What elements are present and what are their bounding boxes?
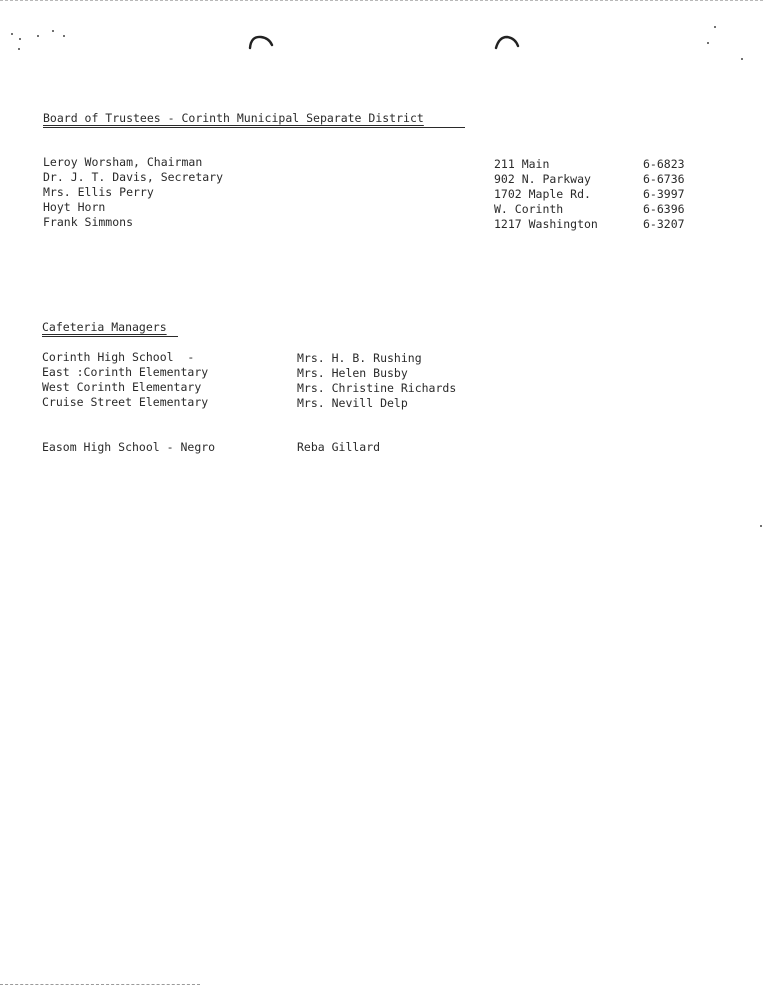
binder-hole-mark-right	[494, 34, 520, 50]
board-names-column	[43, 155, 223, 230]
board-member-phone: 6-6823	[643, 157, 685, 171]
board-member-address: 1702 Maple Rd.	[494, 187, 591, 201]
board-member-address: W. Corinth	[494, 202, 564, 216]
scan-speck	[760, 525, 762, 527]
board-member-address: 902 N. Parkway	[494, 172, 591, 186]
board-member-phone: 6-6736	[643, 172, 685, 186]
scan-speck	[52, 30, 54, 32]
board-member-name: Dr. J. T. Davis, Secretary	[43, 170, 224, 184]
board-member-phone: 6-6396	[643, 202, 685, 216]
scan-border-top	[0, 0, 763, 1]
board-member-name: Leroy Worsham, Chairman	[43, 155, 203, 169]
board-member-name: Frank Simmons	[43, 215, 134, 229]
board-phones-column	[643, 157, 685, 232]
cafeteria-school: Cruise Street Elementary	[42, 395, 209, 409]
board-heading-rule	[43, 127, 465, 128]
scan-speck	[19, 38, 21, 40]
board-member-name: Hoyt Horn	[43, 200, 106, 214]
cafeteria-school: Corinth High School -	[42, 350, 195, 364]
board-addresses-column	[494, 157, 598, 232]
scan-border-bottom	[0, 984, 200, 985]
cafeteria-school: East :Corinth Elementary	[42, 365, 209, 379]
cafeteria-heading-rule	[42, 336, 178, 337]
scan-speck	[707, 42, 709, 44]
cafeteria-schools-column	[42, 350, 208, 410]
scan-speck	[63, 35, 65, 37]
binder-hole-mark-left	[248, 34, 274, 50]
scan-speck	[37, 35, 39, 37]
cafeteria-extra-manager: Reba Gillard	[297, 440, 381, 454]
cafeteria-manager: Mrs. Christine Richards	[297, 381, 457, 395]
cafeteria-manager: Mrs. Nevill Delp	[297, 396, 408, 410]
board-member-phone: 6-3207	[643, 217, 685, 231]
scan-speck	[18, 48, 20, 50]
cafeteria-managers-column	[297, 351, 456, 411]
scan-speck	[11, 33, 13, 35]
board-member-phone: 6-3997	[643, 187, 685, 201]
scan-speck	[714, 26, 716, 28]
cafeteria-extra-school: Easom High School - Negro	[42, 440, 216, 454]
scan-speck	[741, 58, 743, 60]
cafeteria-manager: Mrs. H. B. Rushing	[297, 351, 422, 365]
cafeteria-heading: Cafeteria Managers	[42, 320, 167, 334]
board-member-address: 1217 Washington	[494, 217, 598, 231]
cafeteria-manager: Mrs. Helen Busby	[297, 366, 408, 380]
board-heading: Board of Trustees - Corinth Municipal Separate District	[43, 111, 424, 125]
board-member-address: 211 Main	[494, 157, 550, 171]
cafeteria-school: West Corinth Elementary	[42, 380, 202, 394]
board-member-name: Mrs. Ellis Perry	[43, 185, 154, 199]
